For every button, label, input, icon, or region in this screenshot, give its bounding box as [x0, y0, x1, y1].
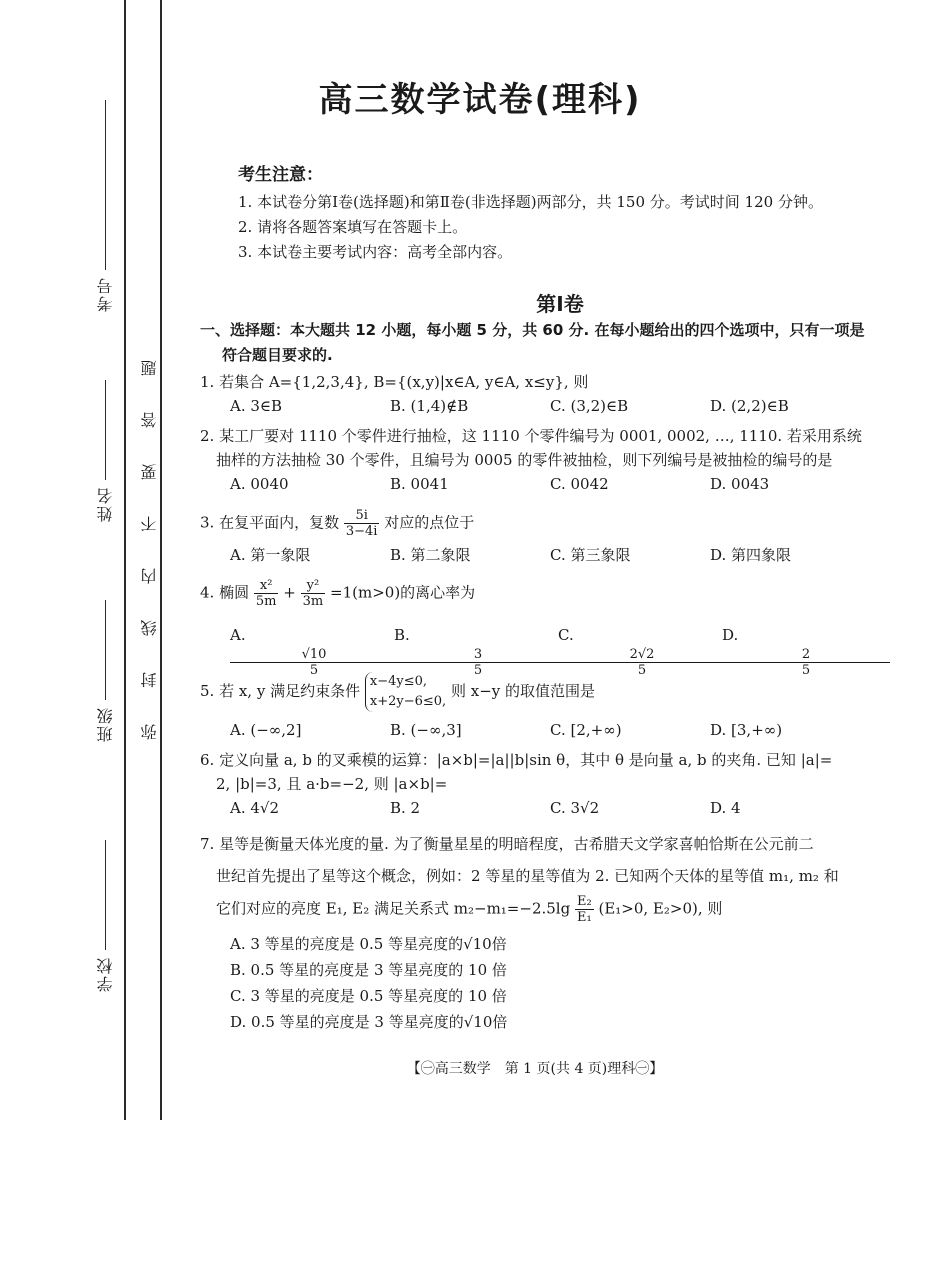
- question-stem: 7. 星等是衡量天体光度的量. 为了衡量星星的明暗程度，古希腊天文学家喜帕恰斯在公元前二: [200, 835, 814, 853]
- fraction-num: y²: [301, 578, 326, 594]
- notice-heading: 考生注意：: [238, 165, 323, 185]
- question-2: [200, 424, 870, 496]
- question-stem: [200, 672, 870, 712]
- fraction-den: E₁: [576, 910, 592, 925]
- question-7: [200, 832, 870, 1035]
- fraction-num: x²: [254, 578, 279, 594]
- fraction-num: 3: [394, 647, 562, 663]
- option-a: A. 3∈B: [230, 397, 283, 415]
- option-a: A. 第一象限: [230, 546, 311, 564]
- name-label: 姓名: [96, 486, 115, 522]
- seal-warning-8: 弥: [140, 724, 159, 740]
- stem-text: 它们对应的亮度 E₁, E₂ 满足关系式 m₂−m₁=−2.5lg: [216, 899, 571, 918]
- question-stem-formula: [200, 894, 870, 925]
- exam-number-label: 考号: [96, 276, 115, 312]
- margin-line-right: [160, 0, 162, 1120]
- fraction: [254, 578, 279, 609]
- question-4: [200, 578, 870, 678]
- option-label: A.: [230, 626, 246, 644]
- school-label: 学校: [96, 956, 115, 992]
- question-stem: [200, 508, 870, 539]
- option-c: C. (3,2)∈B: [550, 397, 629, 415]
- option-d: D. [3,+∞): [710, 721, 783, 739]
- school-field: [94, 840, 117, 992]
- fraction-den: 5: [473, 663, 483, 678]
- fraction-num: E₂: [576, 894, 592, 909]
- option-label: B.: [394, 626, 410, 644]
- fraction-num: 2: [722, 647, 890, 663]
- option-b: B. 0041: [390, 475, 449, 493]
- fraction-den: 3−4i: [345, 524, 378, 539]
- page-title: 高三数学试卷(理科): [318, 80, 642, 120]
- exam-notice: [238, 160, 878, 266]
- fraction: [575, 894, 594, 925]
- option-a: A. 3 等星的亮度是 0.5 等星亮度的√10倍: [230, 935, 507, 953]
- fraction-den: 5: [637, 663, 647, 678]
- exam-number-field: [94, 100, 117, 312]
- option-b: B. 0.5 等星的亮度是 3 等星亮度的 10 倍: [230, 961, 507, 979]
- question-stem-cont: 2, |b|=3, 且 a·b=−2, 则 |a×b|=: [216, 775, 448, 793]
- fraction-num: 2√2: [558, 647, 726, 663]
- margin-line-left: [124, 0, 126, 1120]
- fraction-den: 3m: [302, 594, 324, 609]
- question-5: [200, 672, 870, 742]
- option-a: A. 0040: [230, 475, 289, 493]
- seal-warning-6: 线: [140, 620, 159, 636]
- question-1: [200, 370, 870, 418]
- option-c: C. 3 等星的亮度是 0.5 等星亮度的 10 倍: [230, 987, 507, 1005]
- question-stem: 1. 若集合 A={1,2,3,4}, B={(x,y)|x∈A, y∈A, x≤y}, 则: [200, 373, 589, 391]
- option-b: B. 2: [390, 799, 421, 817]
- page-footer: 【㊀高三数学 第 1 页(共 4 页)理科㊀】: [406, 1061, 664, 1077]
- section-heading-line1: 一、选择题：本大题共 12 小题，每小题 5 分，共 60 分. 在每小题给出的四个选项中，只有一项是: [200, 321, 865, 339]
- question-options: [230, 472, 870, 496]
- option-d: D. 0.5 等星的亮度是 3 等星亮度的√10倍: [230, 1013, 508, 1031]
- seal-warning-4: 不: [140, 516, 159, 532]
- class-field: [94, 600, 117, 742]
- option-c: C. 3√2: [550, 799, 600, 817]
- constraint-system: [365, 672, 446, 712]
- question-stem-cont: 抽样的方法抽检 30 个零件，且编号为 0005 的零件被抽检，则下列编号是被抽检的编号的是: [216, 451, 833, 469]
- stem-text: =1(m>0)的离心率为: [330, 583, 476, 602]
- section-heading: [200, 318, 870, 368]
- fraction: [301, 578, 326, 609]
- seal-warning-5: 内: [140, 568, 159, 584]
- option-c: C. 第三象限: [550, 546, 631, 564]
- binding-margin: [0, 0, 170, 1264]
- name-field: [94, 380, 117, 522]
- stem-text: 则 x−y 的取值范围是: [450, 682, 596, 700]
- option-c: C. 0042: [550, 475, 609, 493]
- question-options: [230, 718, 870, 742]
- question-options: [230, 543, 870, 567]
- question-stem: 2. 某工厂要对 1110 个零件进行抽检，这 1110 个零件编号为 0001, 0002, …, 1110. 若采用系统: [200, 427, 862, 445]
- question-options: [230, 394, 870, 418]
- stem-text: (E₁>0, E₂>0), 则: [598, 899, 723, 918]
- option-d: D. 第四象限: [710, 546, 792, 564]
- fraction-num: √10: [230, 647, 398, 663]
- fraction-den: 5m: [255, 594, 277, 609]
- notice-line: 3. 本试卷主要考试内容：高考全部内容。: [238, 243, 513, 261]
- class-label: 班级: [96, 706, 115, 742]
- stem-text: 4. 椭圆: [200, 583, 250, 602]
- option-d: D. 4: [710, 799, 741, 817]
- question-options: [230, 623, 870, 678]
- plus-sign: +: [283, 583, 296, 602]
- fraction-den: 5: [801, 663, 811, 678]
- seal-warning-1: 题: [140, 360, 159, 376]
- fraction: [344, 508, 380, 539]
- seal-warning-7: 封: [140, 672, 159, 688]
- option-c: C. [2,+∞): [550, 721, 622, 739]
- question-stem: 6. 定义向量 a, b 的叉乘模的运算：|a×b|=|a||b|sin θ，其中 θ 是向量 a, b 的夹角. 已知 |a|=: [200, 751, 833, 769]
- option-label: D.: [722, 626, 739, 644]
- fraction-num: 5i: [344, 508, 380, 524]
- stem-text: 3. 在复平面内，复数: [200, 513, 340, 532]
- section-heading-line2: 符合题目要求的.: [222, 346, 333, 364]
- option-b: [394, 623, 558, 678]
- seal-warning-2: 答: [140, 412, 159, 428]
- constraint-1: x−4y≤0,: [369, 674, 428, 689]
- option-a: A. 4√2: [230, 799, 280, 817]
- constraint-2: x+2y−6≤0,: [369, 694, 447, 709]
- notice-line: 2. 请将各题答案填写在答题卡上。: [238, 218, 468, 236]
- seal-warning-3: 要: [140, 464, 159, 480]
- option-a: [230, 623, 394, 678]
- fraction-den: 5: [309, 663, 319, 678]
- option-d: D. (2,2)∈B: [710, 397, 789, 415]
- question-options: [230, 931, 870, 1035]
- question-stem: [200, 578, 870, 609]
- option-label: C.: [558, 626, 574, 644]
- option-d: D. 0043: [710, 475, 770, 493]
- option-d: [722, 623, 886, 678]
- option-c: [558, 623, 722, 678]
- question-options: [230, 796, 870, 820]
- option-b: B. 第二象限: [390, 546, 471, 564]
- notice-line: 1. 本试卷分第Ⅰ卷(选择题)和第Ⅱ卷(非选择题)两部分，共 150 分。考试时间 120 分钟。: [238, 193, 823, 211]
- stem-text: 5. 若 x, y 满足约束条件: [200, 682, 361, 700]
- part-title: 第Ⅰ卷: [536, 292, 584, 316]
- question-stem-cont: 世纪首先提出了星等这个概念，例如：2 等星的星等值为 2. 已知两个天体的星等值 m₁, m₂ 和: [216, 867, 839, 885]
- option-a: A. (−∞,2]: [230, 721, 302, 739]
- stem-text: 对应的点位于: [384, 513, 475, 532]
- question-6: [200, 748, 870, 820]
- question-3: [200, 508, 870, 567]
- option-b: B. (−∞,3]: [390, 721, 462, 739]
- option-b: B. (1,4)∉B: [390, 397, 469, 415]
